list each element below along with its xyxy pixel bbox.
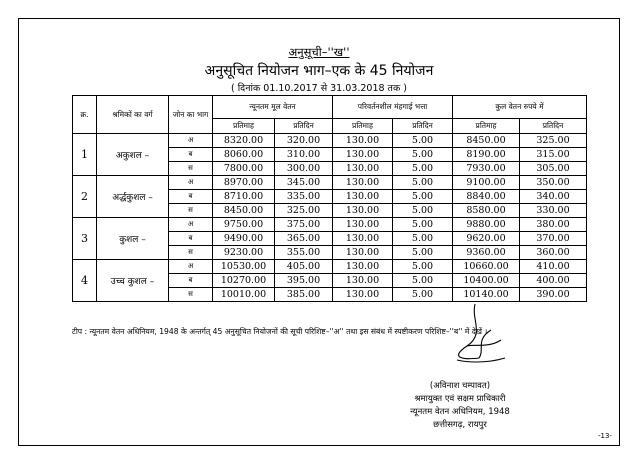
category-cell: अर्द्धकुशल – <box>97 176 169 218</box>
category-cell: अकुशल – <box>97 134 169 176</box>
total-m-cell: 10660.00 <box>453 260 520 274</box>
signatory-act: न्यूनतम वेतन अधिनियम, 1948 <box>410 407 510 417</box>
total-d-cell: 350.00 <box>520 176 587 190</box>
basic-d-cell: 325.00 <box>275 204 333 218</box>
zone-cell: अ <box>169 218 213 232</box>
zone-cell: स <box>169 204 213 218</box>
zone-cell: अ <box>169 134 213 148</box>
vda-d-cell: 5.00 <box>393 148 453 162</box>
vda-m-cell: 130.00 <box>333 274 393 288</box>
basic-m-cell: 10270.00 <box>213 274 275 288</box>
total-d-cell: 380.00 <box>520 218 587 232</box>
document-title: अनुसूचित नियोजन भाग–एक के 45 नियोजन <box>204 63 434 79</box>
serial-number-cell: 4 <box>73 260 97 302</box>
vda-m-cell: 130.00 <box>333 148 393 162</box>
table-row <box>73 134 587 148</box>
vda-m-cell: 130.00 <box>333 204 393 218</box>
total-wage-header: कुल वेतन रुपये में <box>453 96 587 119</box>
serial-number-cell: 2 <box>73 176 97 218</box>
signatory-name: (अविनाश चम्पावत) <box>429 381 491 391</box>
zone-cell: अ <box>169 176 213 190</box>
vda-header: परिवर्तनशील मंहगाई भत्ता <box>333 96 453 119</box>
daily-subheader: प्रतिदिन <box>275 119 333 134</box>
basic-m-cell: 9230.00 <box>213 246 275 260</box>
total-m-cell: 8190.00 <box>453 148 520 162</box>
basic-d-cell: 375.00 <box>275 218 333 232</box>
table-header-row <box>73 96 587 119</box>
date-range: ( दिनांक 01.10.2017 से 31.03.2018 तक ) <box>231 83 407 94</box>
total-m-cell: 8580.00 <box>453 204 520 218</box>
total-d-cell: 390.00 <box>520 288 587 302</box>
serial-number-cell: 3 <box>73 218 97 260</box>
footnote: टीप : न्यूनतम वेतन अधिनियम, 1948 के अन्तर्गत् 45 अनुसूचित नियोजनों की सूची परिशिष्ट–''अ'' तथा इस संबंध में स्पष्टीकरण परिशिष्ट–''ब'' में देखें । <box>72 327 488 336</box>
total-m-cell: 10400.00 <box>453 274 520 288</box>
category-cell: उच्च कुशल – <box>97 260 169 302</box>
annex-heading: अनुसूची–''ख'' <box>288 45 350 59</box>
total-d-cell: 410.00 <box>520 260 587 274</box>
vda-m-cell: 130.00 <box>333 232 393 246</box>
vda-d-cell: 5.00 <box>393 190 453 204</box>
daily-subheader: प्रतिदिन <box>393 119 453 134</box>
wage-table <box>72 95 587 302</box>
basic-d-cell: 300.00 <box>275 162 333 176</box>
vda-m-cell: 130.00 <box>333 176 393 190</box>
vda-m-cell: 130.00 <box>333 190 393 204</box>
daily-subheader: प्रतिदिन <box>520 119 587 134</box>
total-d-cell: 315.00 <box>520 148 587 162</box>
zone-cell: ब <box>169 232 213 246</box>
zone-cell: स <box>169 162 213 176</box>
basic-m-cell: 10530.00 <box>213 260 275 274</box>
zone-cell: स <box>169 288 213 302</box>
category-cell: कुशल – <box>97 218 169 260</box>
signatory-place: छत्तीसगढ़, रायपुर <box>433 420 487 430</box>
basic-d-cell: 365.00 <box>275 232 333 246</box>
total-d-cell: 400.00 <box>520 274 587 288</box>
vda-m-cell: 130.00 <box>333 134 393 148</box>
signatory-designation: श्रमायुक्त एवं सक्षम प्राधिकारी <box>414 394 506 404</box>
vda-d-cell: 5.00 <box>393 204 453 218</box>
total-d-cell: 325.00 <box>520 134 587 148</box>
zone-header: जोन का भाग <box>169 96 213 134</box>
basic-m-cell: 8710.00 <box>213 190 275 204</box>
basic-d-cell: 355.00 <box>275 246 333 260</box>
vda-m-cell: 130.00 <box>333 288 393 302</box>
total-d-cell: 370.00 <box>520 232 587 246</box>
total-m-cell: 7930.00 <box>453 162 520 176</box>
total-m-cell: 8840.00 <box>453 190 520 204</box>
total-d-cell: 305.00 <box>520 162 587 176</box>
vda-d-cell: 5.00 <box>393 246 453 260</box>
vda-m-cell: 130.00 <box>333 218 393 232</box>
table-row <box>73 176 587 190</box>
vda-d-cell: 5.00 <box>393 134 453 148</box>
basic-m-cell: 8450.00 <box>213 204 275 218</box>
zone-cell: अ <box>169 260 213 274</box>
vda-d-cell: 5.00 <box>393 232 453 246</box>
table-row <box>73 218 587 232</box>
vda-d-cell: 5.00 <box>393 162 453 176</box>
sno-header: क्र. <box>73 96 97 134</box>
vda-d-cell: 5.00 <box>393 176 453 190</box>
basic-m-cell: 8060.00 <box>213 148 275 162</box>
basic-d-cell: 320.00 <box>275 134 333 148</box>
basic-d-cell: 405.00 <box>275 260 333 274</box>
basic-d-cell: 395.00 <box>275 274 333 288</box>
basic-d-cell: 385.00 <box>275 288 333 302</box>
basic-m-cell: 8320.00 <box>213 134 275 148</box>
vda-d-cell: 5.00 <box>393 218 453 232</box>
basic-m-cell: 7800.00 <box>213 162 275 176</box>
total-d-cell: 340.00 <box>520 190 587 204</box>
basic-m-cell: 9490.00 <box>213 232 275 246</box>
total-m-cell: 9620.00 <box>453 232 520 246</box>
table-row <box>73 260 587 274</box>
zone-cell: ब <box>169 274 213 288</box>
page-number: -13- <box>598 432 612 440</box>
monthly-subheader: प्रतिमाह <box>453 119 520 134</box>
total-m-cell: 9100.00 <box>453 176 520 190</box>
monthly-subheader: प्रतिमाह <box>213 119 275 134</box>
total-d-cell: 330.00 <box>520 204 587 218</box>
vda-d-cell: 5.00 <box>393 274 453 288</box>
total-m-cell: 9360.00 <box>453 246 520 260</box>
total-m-cell: 9880.00 <box>453 218 520 232</box>
table-body <box>73 134 587 302</box>
vda-m-cell: 130.00 <box>333 246 393 260</box>
serial-number-cell: 1 <box>73 134 97 176</box>
handwritten-signature <box>445 300 515 370</box>
basic-m-cell: 8970.00 <box>213 176 275 190</box>
zone-cell: ब <box>169 148 213 162</box>
monthly-subheader: प्रतिमाह <box>333 119 393 134</box>
vda-m-cell: 130.00 <box>333 260 393 274</box>
zone-cell: स <box>169 246 213 260</box>
basic-m-cell: 9750.00 <box>213 218 275 232</box>
basic-d-cell: 335.00 <box>275 190 333 204</box>
category-header: श्रमिकों का वर्ग <box>97 96 169 134</box>
basic-d-cell: 345.00 <box>275 176 333 190</box>
total-d-cell: 360.00 <box>520 246 587 260</box>
basic-wage-header: न्यूनतम मूल वेतन <box>213 96 333 119</box>
total-m-cell: 10140.00 <box>453 288 520 302</box>
vda-m-cell: 130.00 <box>333 162 393 176</box>
basic-d-cell: 310.00 <box>275 148 333 162</box>
vda-d-cell: 5.00 <box>393 288 453 302</box>
zone-cell: ब <box>169 190 213 204</box>
vda-d-cell: 5.00 <box>393 260 453 274</box>
basic-m-cell: 10010.00 <box>213 288 275 302</box>
total-m-cell: 8450.00 <box>453 134 520 148</box>
signature-block <box>380 380 540 432</box>
